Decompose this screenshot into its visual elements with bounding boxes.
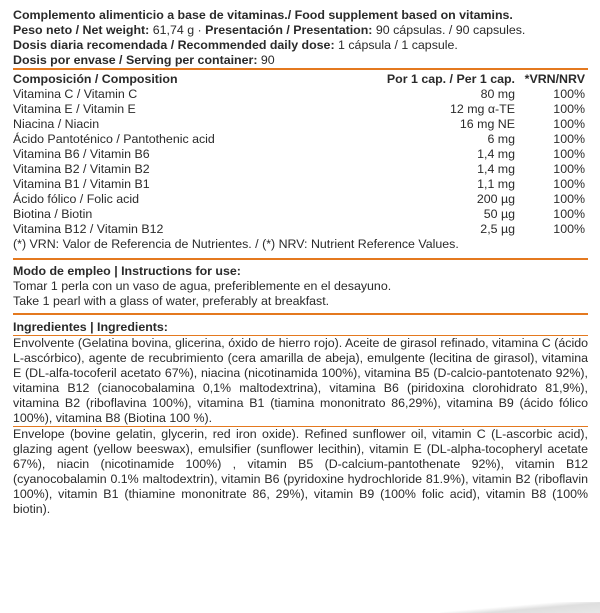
composition-row xyxy=(13,87,588,102)
composition-row xyxy=(13,207,588,222)
presentation-label: Presentación / Presentation: xyxy=(205,23,373,37)
nutrient-name: Vitamina B1 / Vitamin B1 xyxy=(13,177,150,191)
col-per-cap: Por 1 cap. / Per 1 cap. xyxy=(386,72,515,86)
composition-row xyxy=(13,177,588,192)
nutrient-vrn: 100% xyxy=(553,222,585,236)
composition-row xyxy=(13,102,588,117)
servings-line xyxy=(13,53,588,68)
nutrient-amount: 12 mg α-TE xyxy=(449,102,515,116)
presentation-value: 90 cápsulas. / 90 capsules. xyxy=(372,23,526,37)
composition-row xyxy=(13,147,588,162)
nutrient-amount: 16 mg NE xyxy=(459,117,515,131)
ingredients-text-en: Envelope (bovine gelatin, glycerin, red iron oxide). Refined sunflower oil, vitamin C (L-ascorbic acid), glazing agent (yellow beeswax), emulsifier (sunflower lecithin), vitamin E (DL-alpha-tocopheryl acetate 67%), niacin (nicotinamide 100%) , vitamin B5 (D-calcium-pantothenate 92%), vitamin B12 (cyanocobalamin 0.1% maltodextrin), vitamin B6 (pyridoxine hydrochloride 81.9%), vitamin B2 (riboflavin 100%), vitamin B1 (thiamine mononitrate 86, 29%), vitamin B9 (100% folic acid), vitamin B8 (100% biotin). xyxy=(13,427,588,516)
ingredients-divider xyxy=(13,313,588,315)
nutrient-amount: 1,4 mg xyxy=(477,147,515,161)
page-curl-shadow xyxy=(440,602,600,613)
nutrient-name: Vitamina E / Vitamin E xyxy=(13,102,136,116)
nutrient-vrn: 100% xyxy=(553,177,585,191)
composition-row xyxy=(13,222,588,237)
usage-title: Modo de empleo | Instructions for use: xyxy=(13,264,241,278)
composition-row xyxy=(13,192,588,207)
header-divider xyxy=(13,68,588,70)
nutrient-vrn: 100% xyxy=(553,132,585,146)
daily-dose-label: Dosis diaria recomendada / Recommended daily dose: xyxy=(13,38,335,52)
label-panel xyxy=(13,8,588,517)
nutrient-amount: 50 µg xyxy=(483,207,515,221)
servings-value: 90 xyxy=(257,53,275,67)
nutrient-name: Vitamina B6 / Vitamin B6 xyxy=(13,147,150,161)
composition-row xyxy=(13,162,588,177)
ingredients-text-es: Envolvente (Gelatina bovina, glicerina, óxido de hierro rojo). Aceite de girasol refinado, vitamina C (ácido L-ascórbico), agente de recubrimiento (cera amarilla de abeja), emulgente (lecitina de girasol), vitamina E (DL-alfa-tocoferil acetato 67%), niacina (nicotinamida 100%), vitamina B5 (D-calcio-pantotenato 92%), vitamina B12 (cianocobalamina 0,1% maltodextrina), vitamina B6 (piridoxina clorohidrato 81,9%), vitamina B2 (riboflavina 100%), vitamina B1 (tiamina mononitrato 86,29%), vitamina B9 (ácido fólico 100%), vitamina B8 (Biotina 100 %). xyxy=(13,336,588,425)
composition-header-row xyxy=(13,72,588,87)
servings-label: Dosis por envase / Serving per container: xyxy=(13,53,258,67)
nutrient-amount: 1,1 mg xyxy=(477,177,515,191)
vrn-footnote: (*) VRN: Valor de Referencia de Nutrientes. / (*) NRV: Nutrient Reference Values. xyxy=(13,237,459,251)
daily-dose-line xyxy=(13,38,588,53)
nutrient-vrn: 100% xyxy=(553,147,585,161)
daily-dose-value: 1 cápsula / 1 capsule. xyxy=(334,38,458,52)
nutrient-vrn: 100% xyxy=(553,87,585,101)
nutrient-vrn: 100% xyxy=(553,162,585,176)
nutrient-name: Vitamina B12 / Vitamin B12 xyxy=(13,222,164,236)
ingredients-title: Ingredientes | Ingredients: xyxy=(13,320,168,334)
usage-text-es: Tomar 1 perla con un vaso de agua, preferiblemente en el desayuno. xyxy=(13,279,392,293)
composition-row xyxy=(13,132,588,147)
nutrient-amount: 6 mg xyxy=(487,132,515,146)
composition-table xyxy=(13,72,588,252)
composition-rows xyxy=(13,87,588,237)
nutrient-amount: 2,5 µg xyxy=(480,222,515,236)
nutrient-name: Niacina / Niacin xyxy=(13,117,100,131)
nutrient-amount: 1,4 mg xyxy=(477,162,515,176)
nutrient-vrn: 100% xyxy=(553,117,585,131)
net-weight-label: Peso neto / Net weight: xyxy=(13,23,150,37)
net-weight-line xyxy=(13,23,588,38)
col-vrn: *VRN/NRV xyxy=(524,72,585,86)
usage-divider xyxy=(13,258,588,260)
nutrient-vrn: 100% xyxy=(553,192,585,206)
nutrient-name: Ácido Pantoténico / Pantothenic acid xyxy=(13,132,215,146)
product-description: Complemento alimenticio a base de vitaminas./ Food supplement based on vitamins. xyxy=(13,8,513,22)
nutrient-vrn: 100% xyxy=(553,102,585,116)
nutrient-name: Biotina / Biotin xyxy=(13,207,93,221)
nutrient-name: Ácido fólico / Folic acid xyxy=(13,192,140,206)
nutrient-vrn: 100% xyxy=(553,207,585,221)
nutrient-name: Vitamina C / Vitamin C xyxy=(13,87,138,101)
nutrient-amount: 80 mg xyxy=(480,87,515,101)
col-composition: Composición / Composition xyxy=(13,72,178,86)
nutrient-name: Vitamina B2 / Vitamin B2 xyxy=(13,162,150,176)
usage-text-en: Take 1 pearl with a glass of water, preferably at breakfast. xyxy=(13,294,330,308)
composition-row xyxy=(13,117,588,132)
net-weight-value: 61,74 g · xyxy=(149,23,206,37)
nutrient-amount: 200 µg xyxy=(476,192,515,206)
